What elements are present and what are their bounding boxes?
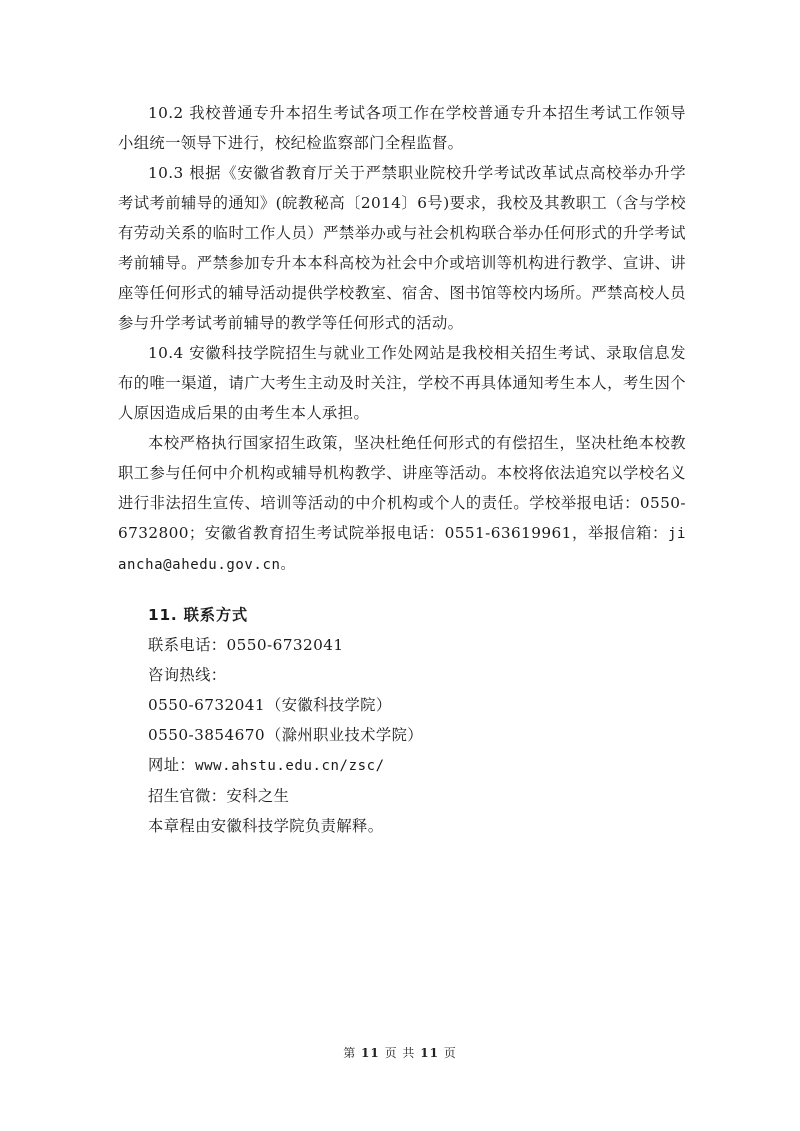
interpretation-note: 本章程由安徽科技学院负责解释。	[148, 817, 384, 835]
paragraph-10-4: 10.4 安徽科技学院招生与就业工作处网站是我校相关招生考试、录取信息发布的唯一渠道，请广大考生主动及时关注，学校不再具体通知考生本人，考生因个人原因造成后果的由考生本人承担。	[118, 344, 686, 422]
page-content	[118, 98, 686, 841]
report-email: jiancha@ahedu.gov.cn。	[118, 526, 686, 573]
contact-phone: 联系电话：0550-6732041	[148, 636, 344, 654]
weibo-line: 招生官微：安科之生	[148, 787, 290, 805]
website-label: 网址：	[148, 756, 196, 774]
website-line	[118, 750, 686, 781]
website-url: www.ahstu.edu.cn/zsc/	[195, 758, 385, 774]
hotline-org: （滁州职业技术学院）	[266, 726, 423, 744]
hotline-item	[118, 720, 686, 750]
footer-prefix: 第	[343, 1046, 357, 1060]
page-footer	[0, 1044, 800, 1061]
hotline-number: 0550-6732041	[148, 696, 266, 714]
footer-middle: 页 共	[384, 1046, 416, 1060]
hotline-label: 咨询热线：	[148, 666, 227, 684]
paragraph-policy	[118, 428, 686, 580]
footer-total-pages: 11	[420, 1046, 439, 1060]
hotline-number: 0550-3854670	[148, 726, 266, 744]
paragraph-10-2: 10.2 我校普通专升本招生考试各项工作在学校普通专升本招生考试工作领导小组统一领导下进行，校纪检监察部门全程监督。	[118, 104, 686, 152]
footer-suffix: 页	[443, 1046, 457, 1060]
policy-text: 本校严格执行国家招生政策，坚决杜绝任何形式的有偿招生，坚决杜绝本校教职工参与任何中介机构或辅导机构教学、讲座等活动。本校将依法追究以学校名义进行非法招生宣传、培训等活动的中介机构或个人的责任。学校举报电话：0550-6732800；安徽省教育招生考试院举报电话：0551-63619961，举报信箱：	[118, 434, 686, 542]
footer-current-page: 11	[361, 1046, 380, 1060]
hotline-item	[118, 690, 686, 720]
hotline-org: （安徽科技学院）	[266, 696, 392, 714]
paragraph-10-3: 10.3 根据《安徽省教育厅关于严禁职业院校升学考试改革试点高校举办升学考试考前辅导的通知》(皖教秘高〔2014〕6号)要求，我校及其教职工（含与学校有劳动关系的临时工作人员）严禁举办或与社会机构联合举办任何形式的升学考试考前辅导。严禁参加专升本本科高校为社会中介或培训等机构进行教学、宣讲、讲座等任何形式的辅导活动提供学校教室、宿舍、图书馆等校内场所。严禁高校人员参与升学考试考前辅导的教学等任何形式的活动。	[118, 164, 686, 332]
section-title-contact: 11. 联系方式	[148, 606, 249, 624]
